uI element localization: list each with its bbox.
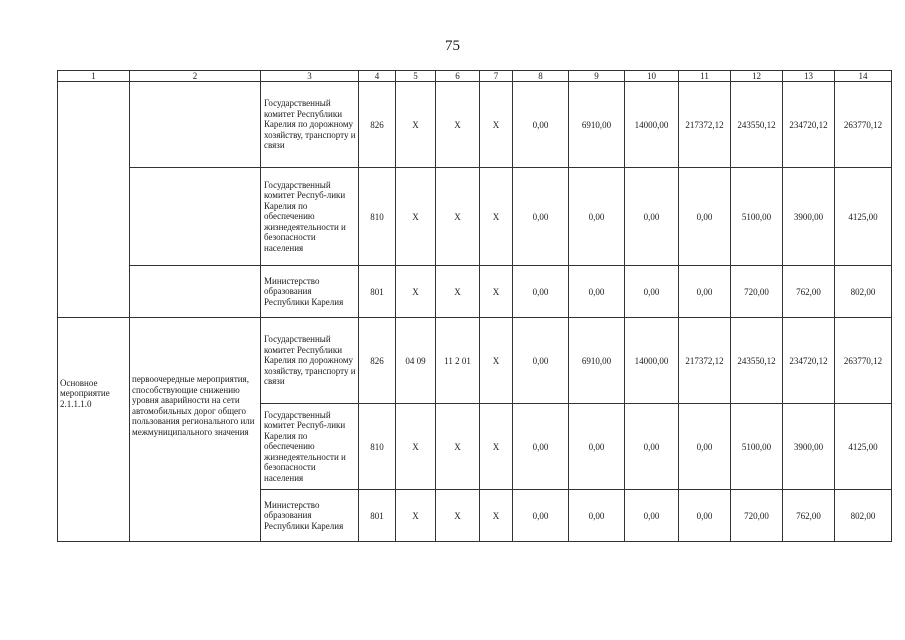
rzpr-cell: X (396, 404, 436, 490)
value-cell: 0,00 (625, 490, 679, 542)
value-cell: 14000,00 (625, 318, 679, 404)
column-number: 5 (396, 71, 436, 82)
column-number: 6 (436, 71, 480, 82)
value-cell: 263770,12 (835, 82, 892, 168)
grbs-cell: 826 (359, 318, 396, 404)
value-cell: 720,00 (731, 266, 783, 318)
value-cell: 802,00 (835, 266, 892, 318)
value-cell: 0,00 (569, 266, 625, 318)
csr-cell: X (436, 266, 480, 318)
grbs-cell: 826 (359, 82, 396, 168)
vr-cell: X (480, 318, 513, 404)
value-cell: 0,00 (513, 168, 569, 266)
vr-cell: X (480, 490, 513, 542)
rzpr-cell: X (396, 266, 436, 318)
vr-cell: X (480, 168, 513, 266)
column-number: 1 (58, 71, 130, 82)
value-cell: 0,00 (625, 168, 679, 266)
rzpr-cell: 04 09 (396, 318, 436, 404)
column-number: 13 (783, 71, 835, 82)
value-cell: 0,00 (513, 318, 569, 404)
executor-cell: Министерство образования Республики Карелия (261, 266, 359, 318)
value-cell: 0,00 (569, 404, 625, 490)
value-cell: 0,00 (679, 404, 731, 490)
status-cell (58, 82, 130, 318)
value-cell: 0,00 (679, 490, 731, 542)
value-cell: 762,00 (783, 266, 835, 318)
value-cell: 720,00 (731, 490, 783, 542)
csr-cell: X (436, 82, 480, 168)
vr-cell: X (480, 266, 513, 318)
value-cell: 0,00 (625, 266, 679, 318)
table-row (58, 318, 892, 404)
value-cell: 762,00 (783, 490, 835, 542)
csr-cell: X (436, 404, 480, 490)
executor-cell: Государственный комитет Респуб-лики Карелия по обеспечению жизнедеятельности и безопасности населения (261, 168, 359, 266)
value-cell: 0,00 (569, 490, 625, 542)
rzpr-cell: X (396, 82, 436, 168)
column-number: 8 (513, 71, 569, 82)
name-cell (130, 266, 261, 318)
value-cell: 234720,12 (783, 318, 835, 404)
value-cell: 0,00 (513, 82, 569, 168)
column-number: 14 (835, 71, 892, 82)
value-cell: 3900,00 (783, 168, 835, 266)
vr-cell: X (480, 404, 513, 490)
table-row (58, 168, 892, 266)
vr-cell: X (480, 82, 513, 168)
name-cell (130, 168, 261, 266)
column-number: 2 (130, 71, 261, 82)
value-cell: 6910,00 (569, 82, 625, 168)
value-cell: 6910,00 (569, 318, 625, 404)
column-number: 4 (359, 71, 396, 82)
value-cell: 802,00 (835, 490, 892, 542)
value-cell: 217372,12 (679, 82, 731, 168)
value-cell: 243550,12 (731, 82, 783, 168)
page-number: 75 (445, 38, 460, 54)
value-cell: 0,00 (569, 168, 625, 266)
executor-cell: Государственный комитет Республики Карелия по дорожному хозяйству, транспорту и связи (261, 318, 359, 404)
table-row (58, 266, 892, 318)
executor-cell: Государственный комитет Республики Карелия по дорожному хозяйству, транспорту и связи (261, 82, 359, 168)
value-cell: 5100,00 (731, 404, 783, 490)
value-cell: 3900,00 (783, 404, 835, 490)
value-cell: 0,00 (513, 266, 569, 318)
rzpr-cell: X (396, 490, 436, 542)
value-cell: 5100,00 (731, 168, 783, 266)
column-number: 10 (625, 71, 679, 82)
grbs-cell: 801 (359, 266, 396, 318)
rzpr-cell: X (396, 168, 436, 266)
value-cell: 263770,12 (835, 318, 892, 404)
grbs-cell: 810 (359, 404, 396, 490)
column-number: 12 (731, 71, 783, 82)
value-cell: 234720,12 (783, 82, 835, 168)
table-header-row (58, 71, 892, 82)
name-cell (130, 82, 261, 168)
csr-cell: 11 2 01 (436, 318, 480, 404)
table-row (58, 82, 892, 168)
csr-cell: X (436, 168, 480, 266)
budget-table (57, 70, 892, 542)
value-cell: 0,00 (513, 490, 569, 542)
value-cell: 14000,00 (625, 82, 679, 168)
grbs-cell: 801 (359, 490, 396, 542)
executor-cell: Государственный комитет Респуб-лики Карелия по обеспечению жизнедеятельности и безопасности населения (261, 404, 359, 490)
value-cell: 0,00 (625, 404, 679, 490)
column-number: 11 (679, 71, 731, 82)
value-cell: 0,00 (679, 266, 731, 318)
value-cell: 243550,12 (731, 318, 783, 404)
value-cell: 0,00 (679, 168, 731, 266)
executor-cell: Министерство образования Республики Карелия (261, 490, 359, 542)
status-cell: Основное мероприятие 2.1.1.1.0 (58, 318, 130, 542)
grbs-cell: 810 (359, 168, 396, 266)
column-number: 7 (480, 71, 513, 82)
column-number: 9 (569, 71, 625, 82)
value-cell: 4125,00 (835, 404, 892, 490)
name-cell: первоочередные мероприятия, способствующие снижению уровня аварийности на сети автомобильных дорог общего пользования регионального или межмуниципального значения (130, 318, 261, 542)
csr-cell: X (436, 490, 480, 542)
value-cell: 217372,12 (679, 318, 731, 404)
column-number: 3 (261, 71, 359, 82)
value-cell: 0,00 (513, 404, 569, 490)
value-cell: 4125,00 (835, 168, 892, 266)
